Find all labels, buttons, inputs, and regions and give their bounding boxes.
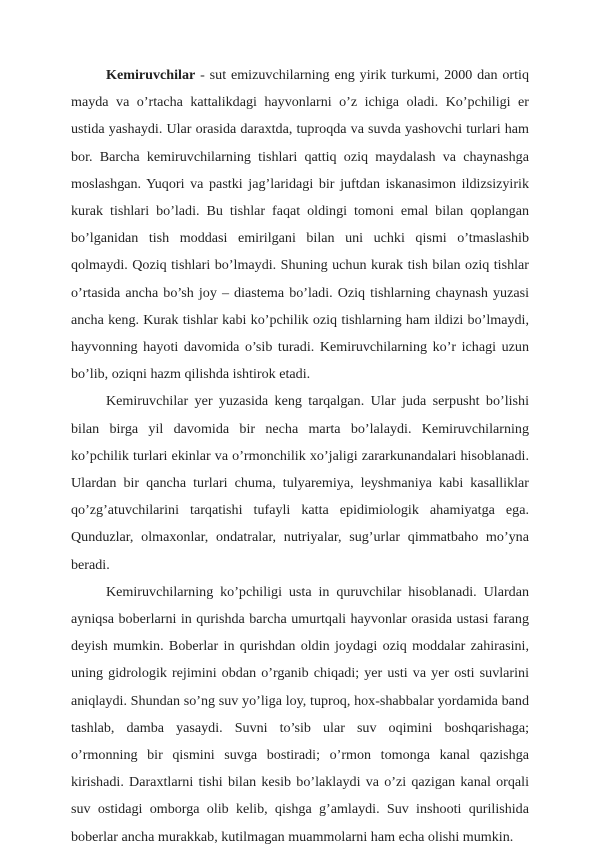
paragraph-1 xyxy=(71,62,529,388)
paragraph-2 xyxy=(71,388,529,578)
paragraph-lead-term: Kemiruvchilar xyxy=(106,67,196,83)
paragraph-3 xyxy=(71,579,529,851)
paragraph-text: - sut emizuvchilarning eng yirik turkumi, 2000 dan ortiq mayda va o’rtacha kattalikdagi hayvonlarni o’z ichiga oladi. Ko’pchiligi er ustida yashaydi. Ular orasida daraxtda, tuproqda va suvda yashovchi turlari ham bor. Barcha kemiruvchilarning tishlari qattiq oziq maydalash va chaynashga moslashgan. Yuqori va pastki jag’laridagi bir juftdan iskanasimon ildizsizyirik kurak tishlari bo’ladi. Bu tishlar faqat oldingi tomoni emal bilan qoplangan bo’lganidan tish moddasi emirilgani bilan uni uchki qismi o’tmaslashib qolmaydi. Qoziq tishlari bo’lmaydi. Shuning uchun kurak tish bilan oziq tishlar o’rtasida ancha bo’sh joy – diastema bo’ladi. Oziq tishlarning chaynash yuzasi ancha keng. Kurak tishlar kabi ko’pchilik oziq tishlarning ham ildizi bo’lmaydi, hayvonning hayoti davomida o’sib turadi. Kemiruvchilarning ko’r ichagi uzun bo’lib, oziqni hazm qilishda ishtirok etadi. xyxy=(71,67,529,383)
document-body xyxy=(71,62,529,851)
paragraph-text: Kemiruvchilar yer yuzasida keng tarqalgan. Ular juda serpusht bo’lishi bilan birga yil davomida bir necha marta bo’lalaydi. Kemiruvchilarning ko’pchilik turlari ekinlar va o’rmonchilik xo’jaligi zararkunandalari hisoblanadi. Ulardan bir qancha turlari chuma, tulyaremiya, leyshmaniya kabi kasalliklar qo’zg’atuvchilarini tarqatishi tufayli katta epidimiologik ahamiyatga ega. Qunduzlar, olmaxonlar, ondatralar, nutriyalar, sug’urlar qimmatbaho mo’yna beradi. xyxy=(71,393,529,573)
paragraph-text: Kemiruvchilarning ko’pchiligi usta in quruvchilar hisoblanadi. Ulardan ayniqsa boberlarni in qurishda barcha umurtqali hayvonlar orasida ustasi farang deyish mumkin. Boberlar in qurishdan oldin joydagi oziq moddalar zahirasini, uning gidrologik rejimini obdan o’rganib chiqadi; yer usti va yer osti suvlarini aniqlaydi. Shundan so’ng suv yo’liga loy, tuproq, hox-shabbalar yordamida band tashlab, damba yasaydi. Suvni to’sib ular suv oqimini boshqarishaga; o’rmonning bir qismini suvga bostiradi; o’rmon tomonga kanal qazishga kirishadi. Daraxtlarni tishi bilan kesib bo’laklaydi va o’zi qazigan kanal orqali suv ostidagi omborga olib kelib, qishga g’amlaydi. Suv inshooti qurilishida boberlar ancha murakkab, kutilmagan muammolarni ham echa olishi mumkin. xyxy=(71,583,529,845)
